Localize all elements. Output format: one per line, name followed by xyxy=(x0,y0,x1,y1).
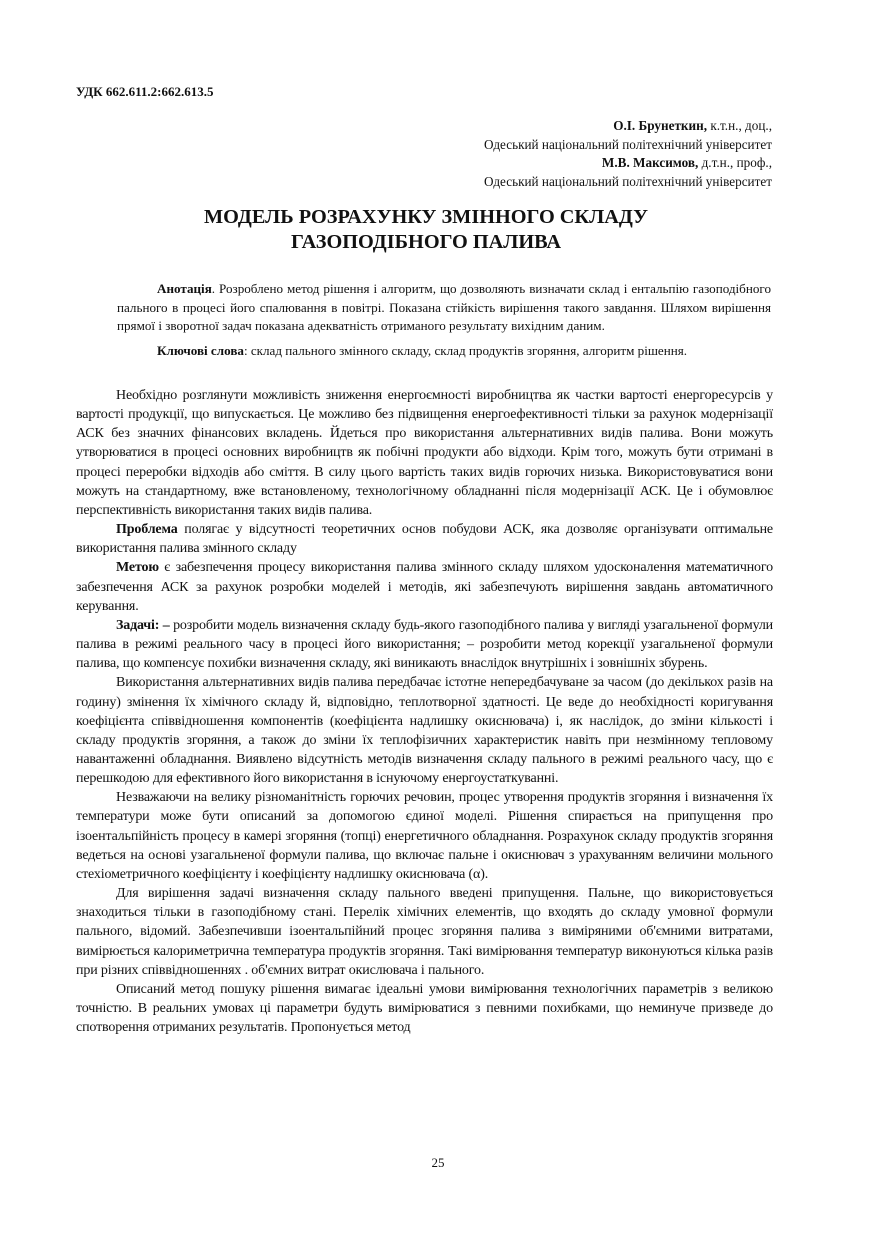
author-2-affiliation: Одеський національний політехнічний університет xyxy=(483,173,772,189)
abstract-text: . Розроблено метод рішення і алгоритм, що дозволяють визначати склад і ентальпію газоподібного пального в процесі його спалювання в повітрі. Показана стійкість вирішення такого завдання. Шляхом вирішення прямої і зворотної задач показана адекватність отриманого результату вихідним даним. xyxy=(117,281,771,333)
author-2 xyxy=(484,154,772,173)
title-line-1: МОДЕЛЬ РОЗРАХУНКУ ЗМІННОГО СКЛАДУ xyxy=(204,206,648,228)
paper-title xyxy=(76,205,776,255)
abstract xyxy=(117,280,771,360)
keywords-paragraph xyxy=(117,342,771,361)
paragraph-5: Використання альтернативних видів палива передбачає істотне непередбачуване за часом (до декількох разів на годину) змінення їх хімічного складу й, відповідно, теплотворної здатності. Це веде до необхідності коригування коефіцієнта співвідношення компонентів (коефіцієнта надлишку окиснювача) і, як наслідок, до зміни кількості і складу продуктів згоряння, а також до зміни їх теплофізичних характеристик навіть при незмінному тепловому навантаженні обладнання. Виявлено відсутність методів визначення складу пального в режимі реального часу, що є перешкодою для ефективного його використання в існуючому енергоустаткуванні. xyxy=(76,675,773,787)
title-line-2: ГАЗОПОДІБНОГО ПАЛИВА xyxy=(290,231,562,253)
author-1-affiliation: Одеський національний політехнічний університет xyxy=(483,136,772,152)
body-text xyxy=(76,386,773,1037)
goal-text: є забезпечення процесу використання палива змінного складу шляхом удосконалення математичного забезпечення АСК за рахунок розробки моделей і методів, які забезпечують вирішення завдань автоматичного керування. xyxy=(76,560,773,614)
problem-label: Проблема xyxy=(116,522,178,538)
abstract-paragraph xyxy=(117,280,771,336)
page-number: 25 xyxy=(431,1155,445,1170)
paragraph-2 xyxy=(76,520,773,558)
paragraph-1: Необхідно розглянути можливість зниження енергоємності виробництва як частки вартості енергоресурсів у вартості продукції, що випускається. Це можливо без підвищення енергоефективності тільки за рахунок модернізації АСК без значних фінансових вкладень. Йдеться про використання альтернативних видів палива. Вони можуть утворюватися в процесі основних виробництв як побічні продукти або відходи. Крім того, можуть бути отримані в процесі переробки відходів або сміття. В силу цього вартість таких видів горючих низька. Використовуватися вони можуть на стандартному, вже встановленому, технологічному обладнанні після модернізації АСК. Це і обумовлює перспективність використання таких видів палива. xyxy=(76,388,773,518)
abstract-label: Анотація xyxy=(157,281,212,296)
paragraph-4 xyxy=(76,616,773,673)
paragraph-3 xyxy=(76,558,773,615)
author-1 xyxy=(484,117,772,136)
author-2-degree: д.т.н., проф., xyxy=(698,155,772,170)
goal-label: Метою xyxy=(116,560,159,576)
paragraph-7: Для вирішення задачі визначення складу пального введені припущення. Пальне, що використовується знаходиться тільки в газоподібному стані. Перелік хімічних елементів, що входять до складу умовної формули пального, відомий. Забезпечивши ізоентальпійний процес згоряння палива з виміряними об'ємними витратами, вимірюється калориметрична температура продуктів згоряння. Такі вимірювання температур виконуються кілька разів при різних співвідношеннях . об'ємних витрат окислювача і пального. xyxy=(76,886,773,978)
author-1-name: О.І. Брунеткин, xyxy=(613,118,708,133)
author-1-degree: к.т.н., доц., xyxy=(707,118,772,133)
problem-text: полягає у відсутності теоретичних основ побудови АСК, яка дозволяє організувати оптимальне використання палива змінного складу xyxy=(76,522,773,557)
author-block xyxy=(484,117,772,191)
udc-code: УДК 662.611.2:662.613.5 xyxy=(76,84,214,99)
keywords-label: Ключові слова xyxy=(157,342,244,358)
paragraph-8: Описаний метод пошуку рішення вимагає ідеальні умови вимірювання технологічних параметрів з великою точністю. В реальних умовах ці параметри будуть вимірюватися з певними похибками, що неминуче призведе до спотворення отриманих результатів. Пропонується метод xyxy=(76,981,773,1036)
author-2-name: М.В. Максимов, xyxy=(601,155,699,170)
tasks-label: Задачі: – xyxy=(116,617,170,633)
paragraph-6: Незважаючи на велику різноманітність горючих речовин, процес утворення продуктів згоряння і визначення їх температури може бути описаний за допомогою єдиної моделі. Рішення спирається на припущення про ізоентальпійність процесу в камері згоряння (топці) енергетичного обладнання. Розрахунок складу продуктів згоряння ведеться на основі узагальненої формули палива, що включає пальне і окиснювач з урахуванням величини мольного стехіометричного коефіцієнту і коефіцієнту надлишку окиснювача (α). xyxy=(76,790,773,882)
keywords-text: : склад пального змінного складу, склад продуктів згоряння, алгоритм рішення. xyxy=(243,342,688,358)
tasks-text: розробити модель визначення складу будь-якого газоподібного палива у вигляді узагальненої формули палива в режимі реального часу в процесі його використання; – розробити метод корекції узагальненої формули палива, що компенсує похибки визначення складу, які виникають внаслідок внутрішніх і зовнішніх збурень. xyxy=(76,617,774,672)
